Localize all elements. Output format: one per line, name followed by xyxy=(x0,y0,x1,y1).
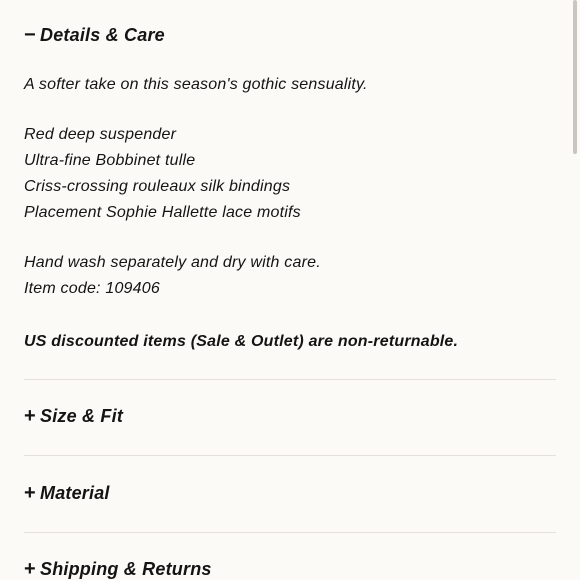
feature-item: Criss-crossing rouleaux silk bindings xyxy=(24,178,291,195)
divider xyxy=(24,379,556,380)
divider xyxy=(24,532,556,533)
plus-icon: + xyxy=(24,558,36,580)
details-care-header[interactable] xyxy=(24,24,165,46)
feature-item: Red deep suspender xyxy=(24,126,177,143)
details-care-title: Details & Care xyxy=(40,24,165,45)
details-intro: A softer take on this season's gothic sensuality. xyxy=(24,76,368,93)
plus-icon: + xyxy=(24,482,36,504)
shipping-returns-title: Shipping & Returns xyxy=(40,558,212,579)
care-block xyxy=(24,250,321,302)
care-instructions: Hand wash separately and dry with care. xyxy=(24,254,321,271)
divider xyxy=(24,455,556,456)
minus-icon: − xyxy=(24,24,36,46)
plus-icon: + xyxy=(24,405,36,427)
feature-item: Ultra-fine Bobbinet tulle xyxy=(24,152,196,169)
feature-item: Placement Sophie Hallette lace motifs xyxy=(24,204,301,221)
material-header[interactable] xyxy=(24,482,110,504)
size-fit-title: Size & Fit xyxy=(40,405,124,426)
shipping-returns-header[interactable] xyxy=(24,558,212,580)
material-title: Material xyxy=(40,482,110,503)
returns-notice: US discounted items (Sale & Outlet) are non-returnable. xyxy=(24,333,459,350)
scrollbar-thumb[interactable] xyxy=(573,0,577,154)
item-code: Item code: 109406 xyxy=(24,280,160,297)
size-fit-header[interactable] xyxy=(24,405,123,427)
features-list xyxy=(24,122,301,226)
